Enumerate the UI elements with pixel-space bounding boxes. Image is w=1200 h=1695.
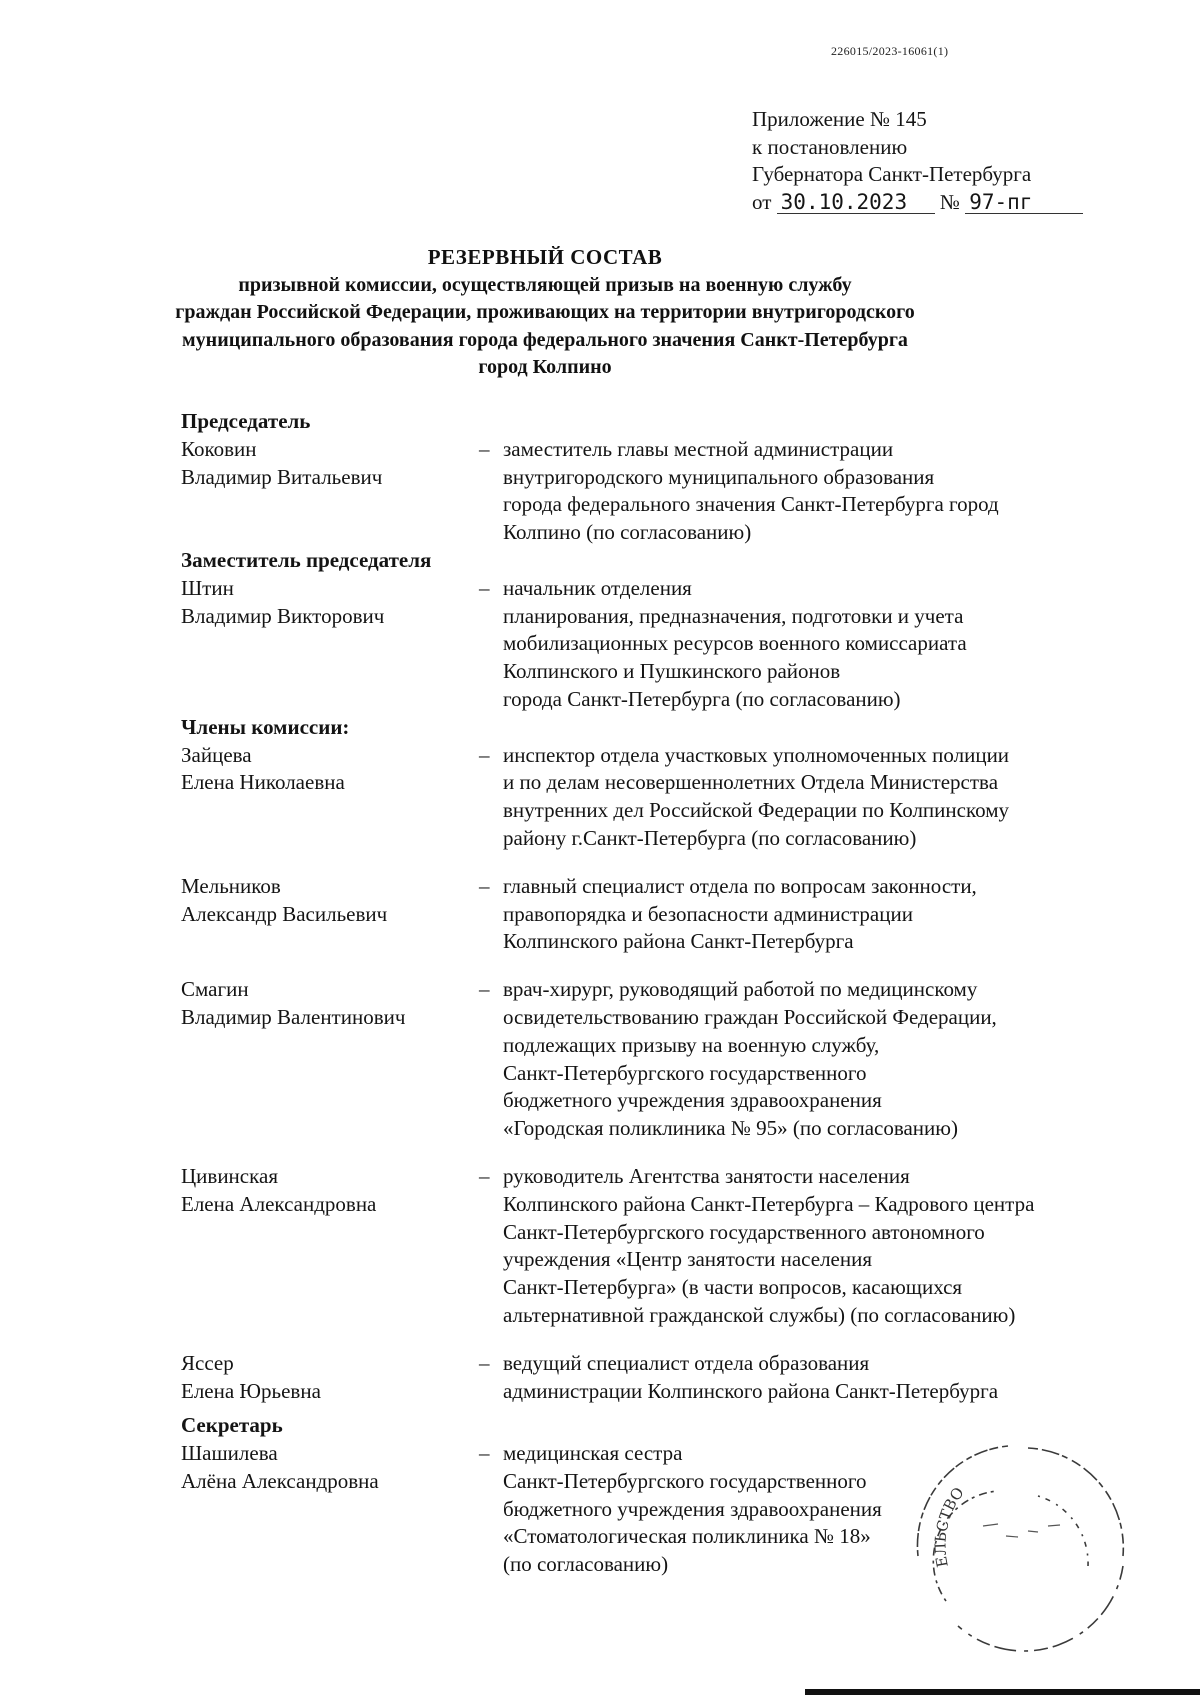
role-line: врач-хирург, руководящий работой по медицинскому — [503, 977, 978, 1002]
role-line: медицинская сестра — [503, 1441, 683, 1466]
stamp-visible-text: ЕЛЬСТВО — [931, 1483, 968, 1569]
dash-separator: – — [479, 1441, 490, 1466]
role-line: внутригородского муниципального образования — [503, 464, 935, 489]
given-names: Елена Александровна — [181, 1191, 377, 1216]
person-name — [181, 742, 479, 853]
dash-separator: – — [479, 1163, 490, 1188]
given-names: Владимир Витальевич — [181, 464, 383, 489]
surname: Зайцева — [181, 742, 252, 767]
role-line: Колпинского района Санкт-Петербурга – Кадрового центра — [503, 1191, 1035, 1216]
surname: Смагин — [181, 977, 249, 1002]
dash-separator: – — [479, 575, 490, 600]
role-line: заместитель главы местной администрации — [503, 436, 894, 461]
role-line: Санкт-Петербургского государственного — [503, 1468, 867, 1493]
dash-separator: – — [479, 1350, 490, 1375]
entry-spacer — [181, 956, 1141, 976]
given-names: Владимир Викторович — [181, 603, 385, 628]
appendix-header — [752, 106, 1083, 216]
person-role — [503, 436, 1133, 547]
given-names: Александр Васильевич — [181, 901, 388, 926]
role-line: бюджетного учреждения здравоохранения — [503, 1088, 882, 1113]
role-line: альтернативной гражданской службы) (по согласованию) — [503, 1302, 1016, 1327]
entry-spacer — [181, 853, 1141, 873]
role-line: Санкт-Петербургского государственного — [503, 1060, 867, 1085]
commission-list — [181, 408, 1141, 1579]
person-role — [503, 575, 1133, 714]
title-main: РЕЗЕРВНЫЙ СОСТАВ — [427, 245, 663, 269]
document-title — [150, 244, 940, 382]
given-names: Алёна Александровна — [181, 1468, 379, 1493]
decree-date: 30.10.2023 — [777, 191, 935, 214]
person-role — [503, 742, 1133, 853]
dash-separator: – — [479, 873, 490, 898]
role-line: и по делам несовершеннолетних Отдела Министерства — [503, 770, 999, 795]
role-line: мобилизационных ресурсов военного комиссариата — [503, 631, 967, 656]
role-line: правопорядка и безопасности администрации — [503, 901, 913, 926]
appendix-date-line — [752, 189, 1083, 217]
role-line: внутренних дел Российской Федерации по Колпинскому — [503, 798, 1009, 823]
role-line: планирования, предназначения, подготовки и учета — [503, 603, 964, 628]
role-line: учреждения «Центр занятости населения — [503, 1247, 873, 1272]
person-name — [181, 873, 479, 956]
title-sub-1: призывной комиссии, осуществляющей призыв на военную службу — [238, 273, 852, 296]
section-title-secretary: Секретарь — [181, 1413, 283, 1438]
person-name — [181, 1350, 479, 1406]
surname: Коковин — [181, 436, 257, 461]
person-role — [503, 976, 1133, 1143]
role-line: города Санкт-Петербурга (по согласованию) — [503, 686, 901, 711]
dash-separator: – — [479, 436, 490, 461]
role-line: Колпинского и Пушкинского районов — [503, 659, 841, 684]
person-name — [181, 436, 479, 547]
from-label: от — [752, 189, 772, 214]
surname: Цивинская — [181, 1163, 278, 1188]
person-role — [503, 1163, 1133, 1330]
role-line: Колпинского района Санкт-Петербурга — [503, 929, 854, 954]
entry-spacer — [181, 1143, 1141, 1163]
surname: Яссер — [181, 1350, 234, 1375]
person-entry-member — [181, 1350, 1141, 1406]
surname: Мельников — [181, 873, 281, 898]
surname: Шашилева — [181, 1441, 278, 1466]
role-line: ведущий специалист отдела образования — [503, 1350, 870, 1375]
role-line: Колпино (по согласованию) — [503, 520, 752, 545]
section-title-deputy: Заместитель председателя — [181, 547, 432, 572]
role-line: руководитель Агентства занятости населения — [503, 1163, 910, 1188]
number-label: № — [939, 189, 960, 214]
title-sub-4: город Колпино — [478, 356, 612, 378]
role-line: подлежащих призыву на военную службу, — [503, 1032, 880, 1057]
official-seal-stamp — [888, 1406, 1138, 1656]
person-name — [181, 976, 479, 1143]
person-role — [503, 1350, 1133, 1406]
given-names: Елена Николаевна — [181, 770, 345, 795]
person-role — [503, 873, 1133, 956]
person-entry-chair — [181, 436, 1141, 547]
given-names: Владимир Валентинович — [181, 1004, 406, 1029]
role-line: «Стоматологическая поликлиника № 18» — [503, 1524, 871, 1549]
role-line: Санкт-Петербурга» (в части вопросов, касающихся — [503, 1275, 963, 1300]
person-entry-member — [181, 1163, 1141, 1330]
person-name — [181, 1440, 479, 1579]
appendix-line-2: к постановлению — [752, 134, 908, 159]
role-line: (по согласованию) — [503, 1552, 669, 1577]
dash-separator: – — [479, 977, 490, 1002]
given-names: Елена Юрьевна — [181, 1378, 321, 1403]
role-line: инспектор отдела участковых уполномоченных полиции — [503, 742, 1010, 767]
person-entry-member — [181, 742, 1141, 853]
person-entry-deputy — [181, 575, 1141, 714]
document-registration-number: 226015/2023-16061(1) — [831, 44, 949, 58]
person-name — [181, 575, 479, 714]
surname: Штин — [181, 575, 234, 600]
role-line: главный специалист отдела по вопросам законности, — [503, 873, 977, 898]
footer-rule — [805, 1689, 1200, 1695]
person-entry-member — [181, 873, 1141, 956]
dash-separator: – — [479, 742, 490, 767]
title-sub-3: муниципального образования города федерального значения Санкт-Петербурга — [182, 328, 908, 351]
role-line: бюджетного учреждения здравоохранения — [503, 1496, 882, 1521]
role-line: Санкт-Петербургского государственного автономного — [503, 1219, 985, 1244]
title-sub-2: граждан Российской Федерации, проживающих на территории внутригородского — [175, 301, 915, 323]
decree-number: 97-пг — [965, 191, 1083, 214]
role-line: начальник отделения — [503, 575, 692, 600]
section-title-members: Члены комиссии: — [181, 714, 350, 739]
role-line: освидетельствованию граждан Российской Федерации, — [503, 1004, 997, 1029]
appendix-line-3: Губернатора Санкт-Петербурга — [752, 162, 1032, 186]
entry-spacer — [181, 1330, 1141, 1350]
person-name — [181, 1163, 479, 1330]
person-entry-member — [181, 976, 1141, 1143]
role-line: району г.Санкт-Петербурга (по согласованию) — [503, 825, 917, 850]
appendix-line-1: Приложение № 145 — [752, 107, 927, 131]
role-line: администрации Колпинского района Санкт-Петербурга — [503, 1378, 999, 1403]
role-line: города федерального значения Санкт-Петербурга город — [503, 492, 999, 517]
section-title-chair: Председатель — [181, 409, 311, 433]
role-line: «Городская поликлиника № 95» (по согласованию) — [503, 1116, 958, 1141]
